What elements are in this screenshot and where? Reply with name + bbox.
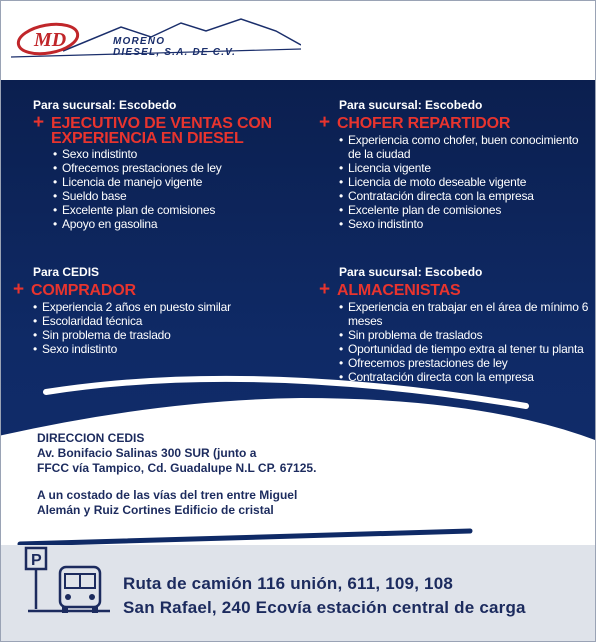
- divider-line: [20, 531, 470, 544]
- list-item: • Experiencia en trabajar en el área de mínimo 6 meses: [339, 300, 589, 328]
- list-item: • Contratación directa con la empresa: [339, 370, 589, 384]
- job-title-line: ALMACENISTAS: [337, 282, 461, 299]
- job-requirements: [33, 147, 313, 231]
- job-title: [319, 112, 589, 133]
- address-line: FFCC vía Tampico, Cd. Guadalupe N.L CP. 67125.: [37, 461, 317, 475]
- address-note: Alemán y Ruiz Cortines Edificio de cristal: [37, 503, 274, 517]
- job-branch: Para sucursal: Escobedo: [339, 98, 483, 112]
- address-heading: DIRECCION CEDIS: [37, 431, 145, 445]
- job-title: [319, 279, 589, 300]
- job-title: [13, 279, 313, 300]
- list-item: • Sexo indistinto: [339, 217, 589, 231]
- route-line: Ruta de camión 116 unión, 611, 109, 108: [123, 574, 454, 593]
- svg-text:P: P: [31, 552, 42, 569]
- list-item: • Sin problema de traslados: [339, 328, 589, 342]
- job-card-ejecutivo: [33, 98, 313, 231]
- job-requirements: [33, 300, 313, 356]
- job-title-line: EXPERIENCIA EN DIESEL: [51, 130, 244, 147]
- list-item: • Licencia de moto deseable vigente: [339, 175, 589, 189]
- job-title: [33, 112, 313, 147]
- list-item: • Experiencia 2 años en puesto similar: [33, 300, 313, 314]
- address-block: [37, 431, 316, 518]
- list-item: • Escolaridad técnica: [33, 314, 313, 328]
- list-item: • Experiencia como chofer, buen conocimiento de la ciudad: [339, 133, 589, 161]
- list-item: • Sexo indistinto: [33, 342, 313, 356]
- job-title-line: CHOFER REPARTIDOR: [337, 115, 511, 132]
- list-item: • Excelente plan de comisiones: [339, 203, 589, 217]
- plus-icon: +: [319, 112, 330, 133]
- address-note: A un costado de las vías del tren entre Miguel: [37, 488, 298, 502]
- logo-mark: MD: [34, 29, 67, 51]
- plus-icon: +: [319, 279, 330, 300]
- list-item: • Ofrecemos prestaciones de ley: [339, 356, 589, 370]
- job-title-line: EJECUTIVO DE VENTAS CON: [51, 115, 272, 132]
- transport-icons: [22, 545, 122, 637]
- job-card-almacenistas: [319, 265, 589, 384]
- list-item: • Sin problema de traslado: [33, 328, 313, 342]
- company-name-line2: DIESEL, S.A. DE C.V.: [113, 47, 237, 58]
- address-line: Av. Bonifacio Salinas 300 SUR (junto a: [37, 446, 257, 460]
- list-item: • Licencia vigente: [339, 161, 589, 175]
- list-item: • Contratación directa con la empresa: [339, 189, 589, 203]
- bus-route-info: [123, 572, 526, 620]
- job-branch: Para CEDIS: [33, 265, 100, 279]
- job-branch: Para sucursal: Escobedo: [339, 265, 483, 279]
- header: [1, 1, 595, 79]
- bus-icon: [60, 567, 100, 613]
- company-name: [113, 36, 236, 58]
- job-branch: Para sucursal: Escobedo: [33, 98, 177, 112]
- list-item: • Sueldo base: [53, 189, 313, 203]
- job-title-line: COMPRADOR: [31, 282, 136, 299]
- job-card-comprador: [13, 265, 313, 356]
- list-item: • Sexo indistinto: [53, 147, 313, 161]
- list-item: • Licencia de manejo vigente: [53, 175, 313, 189]
- parking-sign-icon: [26, 548, 110, 611]
- list-item: • Excelente plan de comisiones: [53, 203, 313, 217]
- job-requirements: [339, 300, 589, 384]
- list-item: • Oportunidad de tiempo extra al tener tu planta: [339, 342, 589, 356]
- job-card-chofer: [319, 98, 589, 231]
- job-requirements: [339, 133, 589, 231]
- list-item: • Apoyo en gasolina: [53, 217, 313, 231]
- plus-icon: +: [33, 112, 44, 133]
- list-item: • Ofrecemos prestaciones de ley: [53, 161, 313, 175]
- company-name-line1: MORENO: [113, 36, 166, 47]
- plus-icon: +: [13, 279, 24, 300]
- route-line: San Rafael, 240 Ecovía estación central de carga: [123, 598, 526, 617]
